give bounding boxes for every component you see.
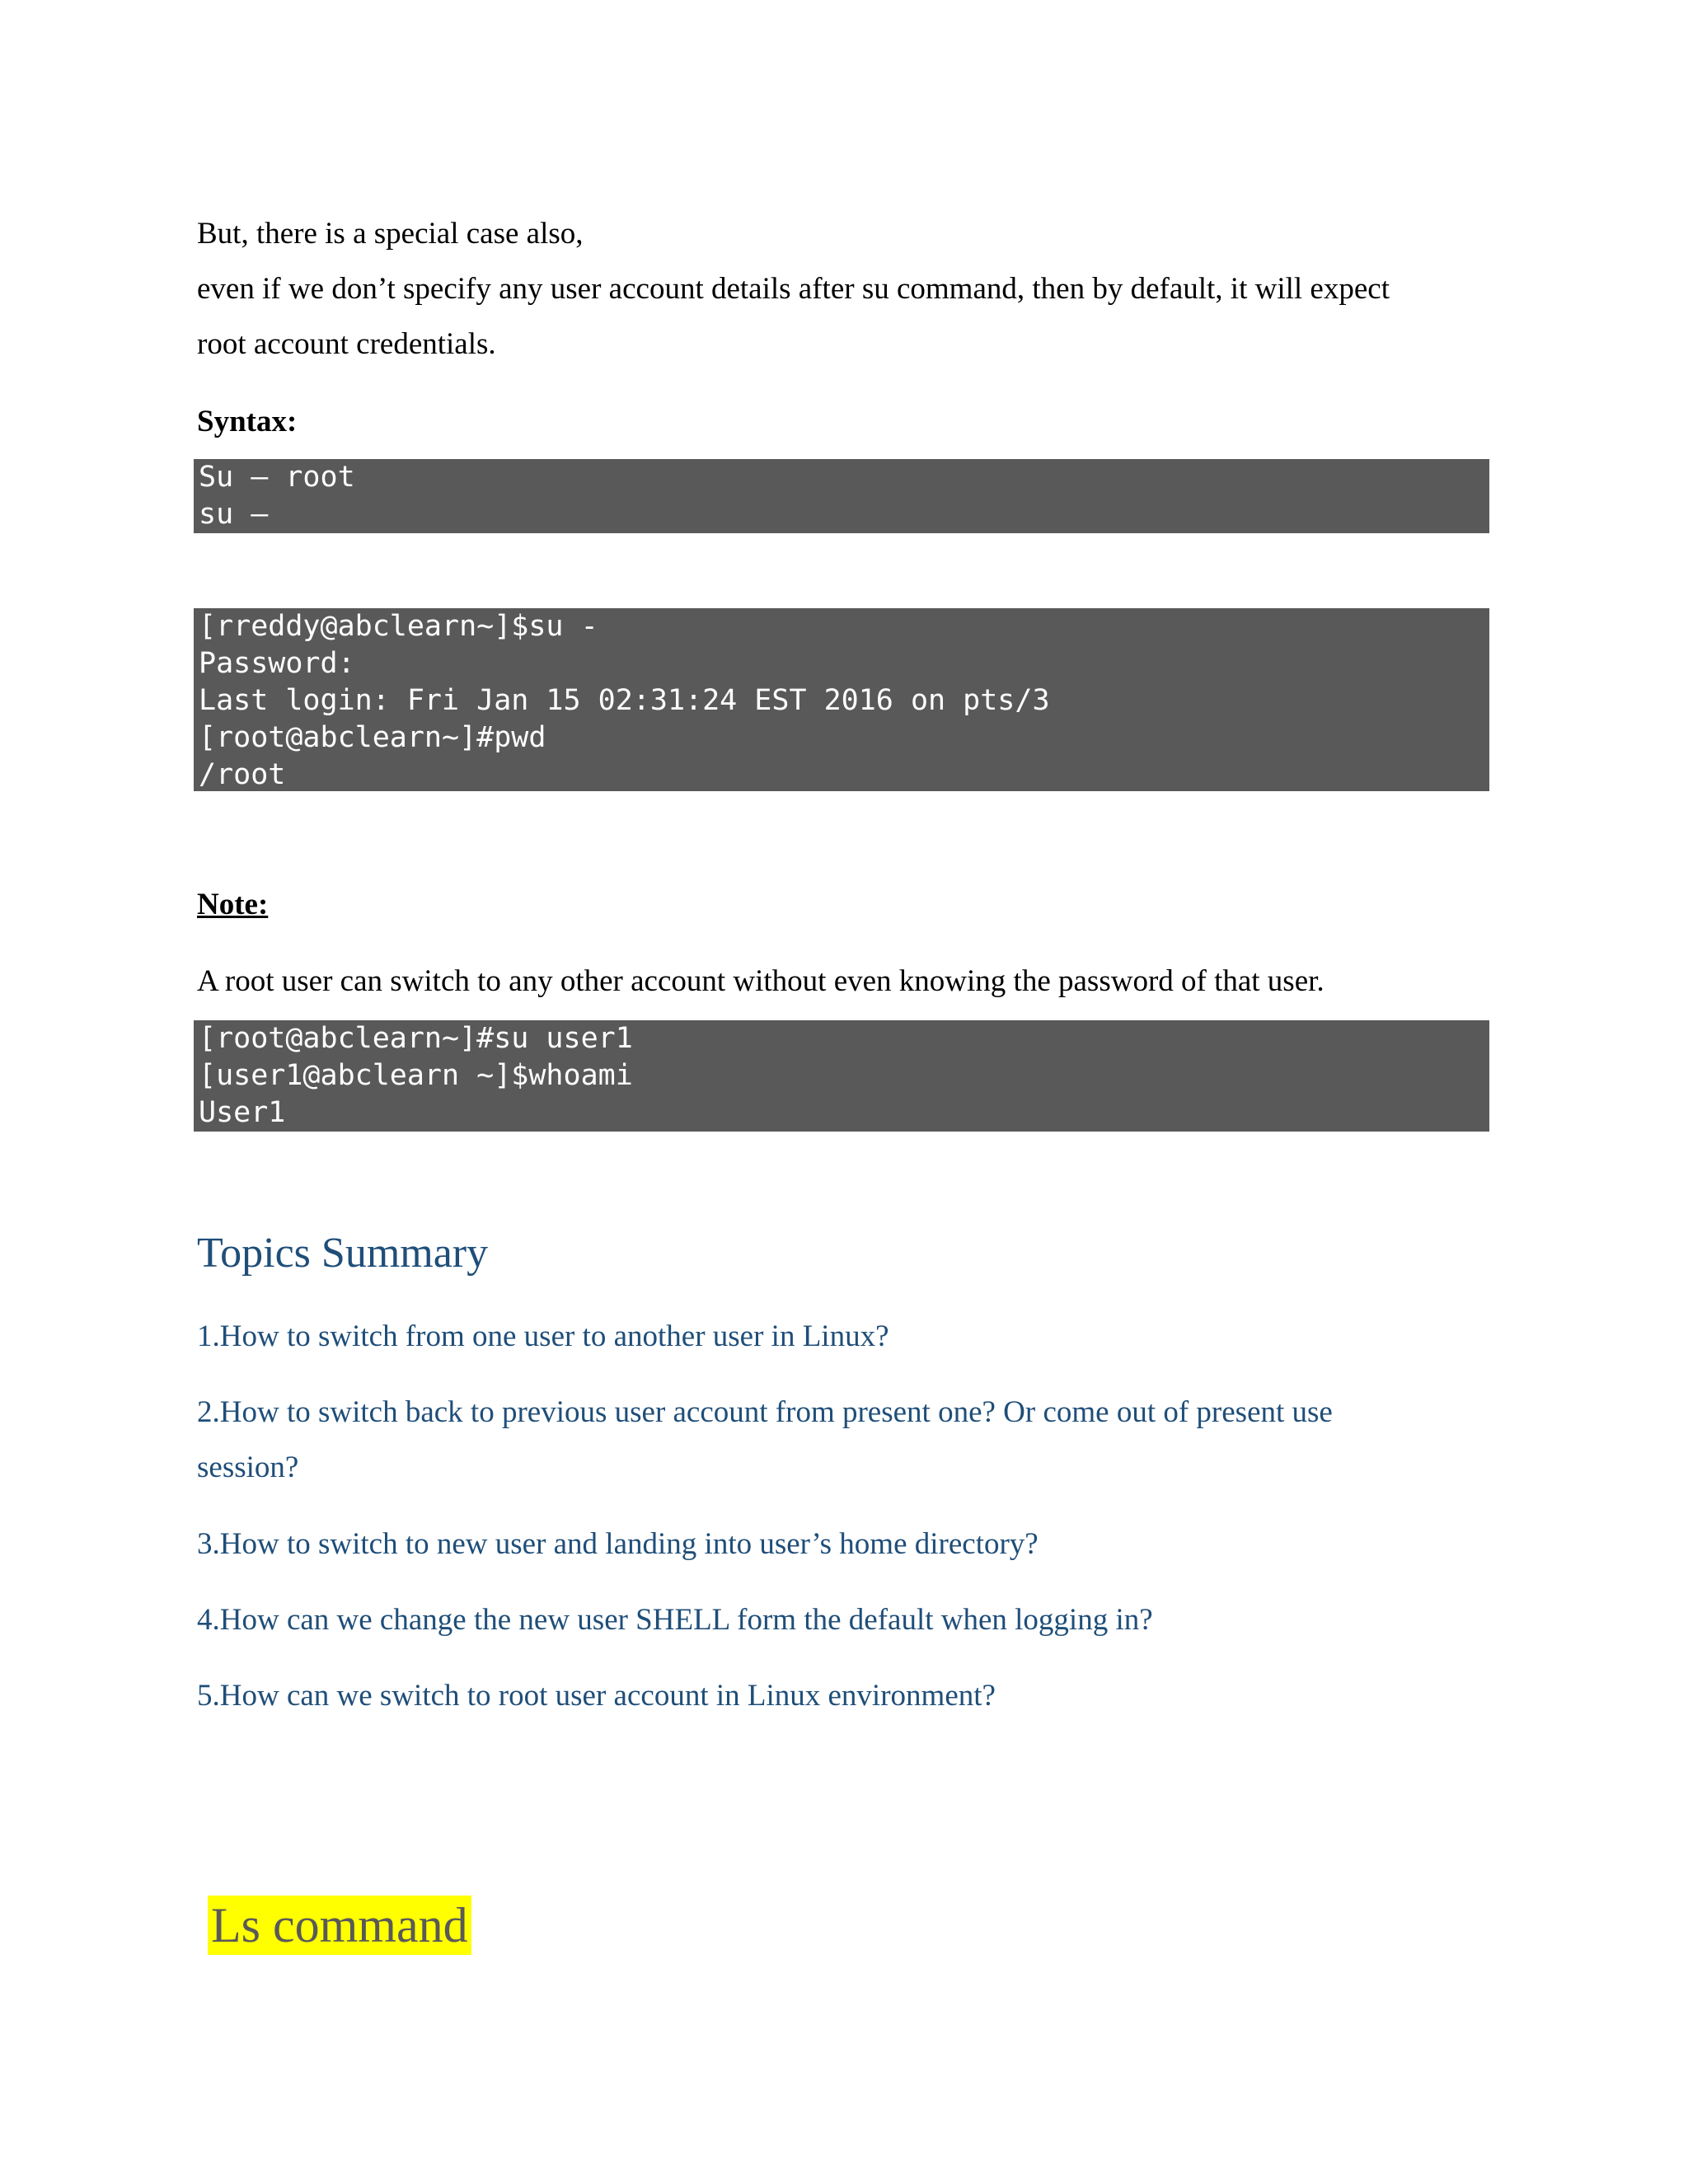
code-line: [root@abclearn~]#pwd: [199, 721, 546, 754]
note-text: A root user can switch to any other account without even knowing the password of that user.: [197, 964, 1325, 998]
topic-item: 2.How to switch back to previous user account from present one? Or come out of present use: [197, 1395, 1333, 1429]
code-line: User1: [199, 1096, 286, 1129]
syntax-heading: Syntax:: [197, 405, 298, 438]
syntax-code-block: [194, 459, 1489, 533]
topic-item: 1.How to switch from one user to another user in Linux?: [197, 1319, 889, 1353]
code-line: [root@abclearn~]#su user1: [199, 1022, 633, 1055]
su-user1-example-block: [194, 1020, 1489, 1132]
topic-item: 3.How to switch to new user and landing into user’s home directory?: [197, 1527, 1039, 1561]
code-line: /root: [199, 758, 286, 791]
code-line: [rreddy@abclearn~]$su -: [199, 610, 598, 643]
su-root-example-block: [194, 608, 1489, 791]
code-line: Password:: [199, 647, 355, 680]
topic-item: 4.How can we change the new user SHELL form the default when logging in?: [197, 1603, 1153, 1637]
code-line: Last login: Fri Jan 15 02:31:24 EST 2016 on pts/3: [199, 684, 1050, 717]
intro-line-3: root account credentials.: [197, 327, 496, 361]
code-line: [user1@abclearn ~]$whoami: [199, 1059, 633, 1092]
code-line: Su – root: [199, 461, 355, 494]
ls-command-heading: Ls command: [208, 1896, 471, 1955]
code-line: su –: [199, 498, 269, 531]
note-heading: Note:: [197, 888, 269, 921]
intro-line-2: even if we don’t specify any user account details after su command, then by default, it will expect: [197, 272, 1390, 306]
intro-line-1: But, there is a special case also,: [197, 217, 584, 251]
topics-summary-title: Topics Summary: [197, 1230, 489, 1277]
topic-item: session?: [197, 1451, 299, 1484]
topic-item: 5.How can we switch to root user account in Linux environment?: [197, 1679, 996, 1713]
